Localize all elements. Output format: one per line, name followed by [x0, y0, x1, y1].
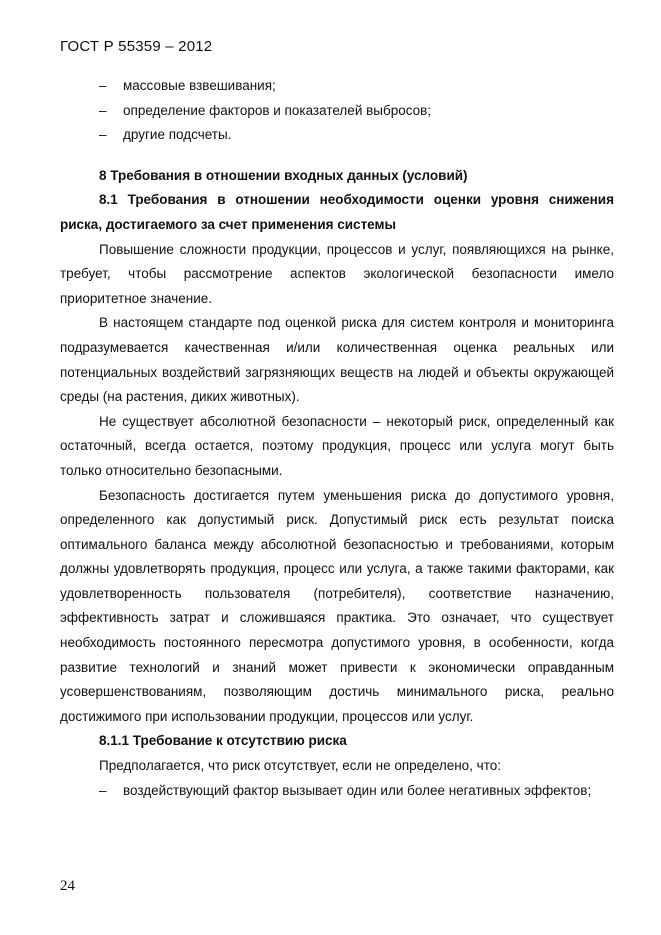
page-number: 24 [60, 878, 75, 894]
list-item-text: массовые взвешивания; [123, 78, 276, 93]
spacer [60, 148, 614, 164]
list-item-text: другие подсчеты. [123, 127, 232, 143]
section-heading: 8 Требования в отношении входных данных (условий) [99, 167, 468, 183]
paragraph: Не существует абсолютной безопасности – некоторый риск, определенный как остаточный, всегда остается, поэтому продукция, процесс или услуга могут быть только относительно безопасными. [60, 413, 614, 478]
list-item [60, 779, 614, 804]
list-dash: – [99, 782, 107, 798]
list-item [60, 99, 614, 124]
list-item [60, 74, 614, 99]
subsection-heading: 8.1 Требования в отношении необходимости оценки уровня снижения риска, достигаемого за счет применения системы [60, 192, 614, 232]
list-dash: – [99, 78, 107, 93]
list-item-text: воздействующий фактор вызывает один или более негативных эффектов; [123, 782, 592, 798]
list-dash: – [99, 127, 107, 143]
list-item [60, 123, 614, 148]
subsection-heading: 8.1.1 Требование к отсутствию риска [99, 733, 347, 749]
list-item-text: определение факторов и показателей выбросов; [123, 102, 432, 118]
list-dash: – [99, 102, 107, 118]
paragraph: Безопасность достигается путем уменьшения риска до допустимого уровня, определенного как допустимый риск. Допустимый риск есть результат поиска оптимального баланса между абсолютной безопасностью и требованиями, которым должны удовлетворять продукция, процесс или услуга, а также такими факторами, как удовлетворенность пользователя (потребителя), соответствие назначению, эффективность затрат и сложившаяся практика. Это означает, что существует необходимость постоянного пересмотра допустимого уровня, в особенности, когда развитие технологий и знаний может привести к экономически оправданным усовершенствованиям, позволяющим достичь минимального риска, реально достижимого при использовании продукции, процессов или услуг. [60, 487, 614, 724]
paragraph: В настоящем стандарте под оценкой риска для систем контроля и мониторинга подразумевается качественная и/или количественная оценка реальных или потенциальных воздействий загрязняющих веществ на людей и объекты окружающей среды (на растения, диких животных). [60, 315, 614, 405]
paragraph: Повышение сложности продукции, процессов и услуг, появляющихся на рынке, требует, чтобы рассмотрение аспектов экологической безопасности имело приоритетное значение. [60, 241, 614, 306]
document-header: ГОСТ Р 55359 – 2012 [60, 38, 213, 55]
paragraph: Предполагается, что риск отсутствует, если не определено, что: [99, 758, 501, 774]
document-body [60, 74, 614, 803]
